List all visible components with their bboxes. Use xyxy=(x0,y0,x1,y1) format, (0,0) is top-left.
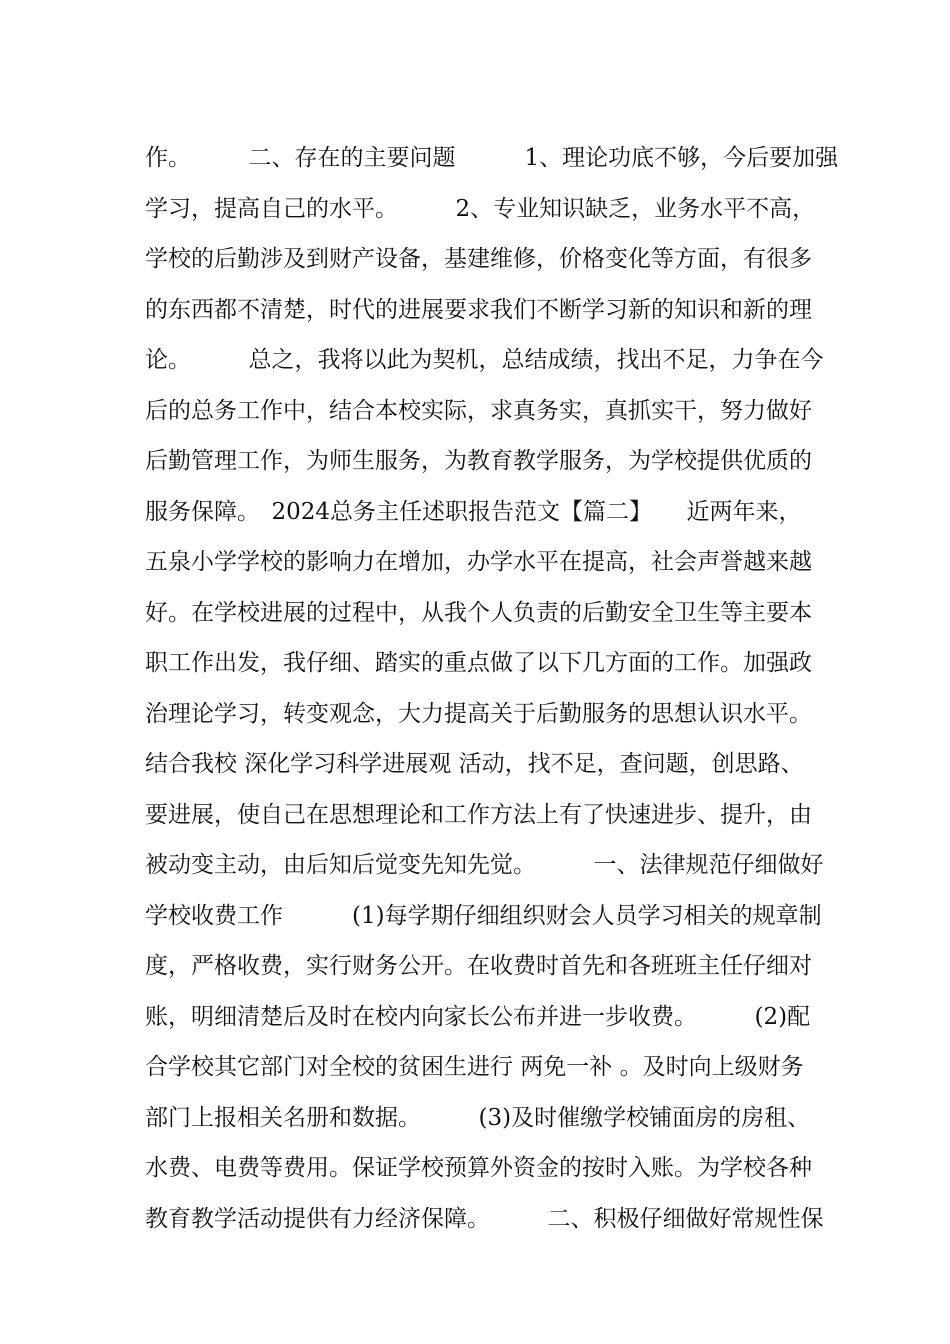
text-line: 后勤管理工作，为师生服务，为教育教学服务，为学校提供优质的 xyxy=(145,448,812,474)
text-line: 学校的后勤涉及到财产设备，基建维修，价格变化等方面，有很多 xyxy=(145,246,812,272)
text-line: 教育教学活动提供有力经济保障。 二、积极仔细做好常规性保 xyxy=(145,1205,824,1232)
text-line: 五泉小学学校的影响力在增加，办学水平在提高，社会声誉越来越 xyxy=(145,549,812,575)
text-line: 要进展，使自己在思想理论和工作方法上有了快速进步、提升，由 xyxy=(145,801,812,828)
text-line: 结合我校 深化学习科学进展观 活动，找不足，查问题，创思路、 xyxy=(145,751,804,777)
text-line: 水费、电费等费用。保证学校预算外资金的按时入账。为学校各种 xyxy=(145,1155,812,1181)
text-line: 合学校其它部门对全校的贫困生进行 两免一补 。及时向上级财务 xyxy=(145,1054,804,1080)
text-line: 的东西都不清楚，时代的进展要求我们不断学习新的知识和新的理 xyxy=(145,296,812,323)
text-line: 好。在学校进展的过程中，从我个人负责的后勤安全卫生等主要本 xyxy=(145,599,812,626)
text-line: 治理论学习，转变观念，大力提高关于后勤服务的思想认识水平。 xyxy=(145,700,812,727)
text-line: 账，明细清楚后及时在校内向家长公布并进一步收费。 (2)配 xyxy=(145,1003,811,1030)
text-line: 后的总务工作中，结合本校实际，求真务实，真抓实干，努力做好 xyxy=(145,397,812,424)
text-line: 服务保障。 2024总务主任述职报告范文【篇二】 近两年来， xyxy=(145,498,802,525)
text-line: 学习，提高自己的水平。 2、专业知识缺乏，业务水平不高， xyxy=(145,195,816,222)
text-line: 学校收费工作 (1)每学期仔细组织财会人员学习相关的规章制 xyxy=(145,902,822,929)
text-line: 作。 二、存在的主要问题 1、理论功底不够，今后要加强 xyxy=(145,145,839,171)
text-line: 职工作出发，我仔细、踏实的重点做了以下几方面的工作。加强政 xyxy=(145,650,812,676)
text-line: 度，严格收费，实行财务公开。在收费时首先和各班班主任仔细对 xyxy=(145,953,812,979)
text-line: 部门上报相关名册和数据。 (3)及时催缴学校铺面房的房租、 xyxy=(145,1104,811,1131)
text-line: 被动变主动，由后知后觉变先知先觉。 一、法律规范仔细做好 xyxy=(145,852,824,878)
text-line: 论。 总之，我将以此为契机，总结成绩，找出不足，力争在今 xyxy=(145,347,824,373)
document-body xyxy=(145,133,839,1244)
